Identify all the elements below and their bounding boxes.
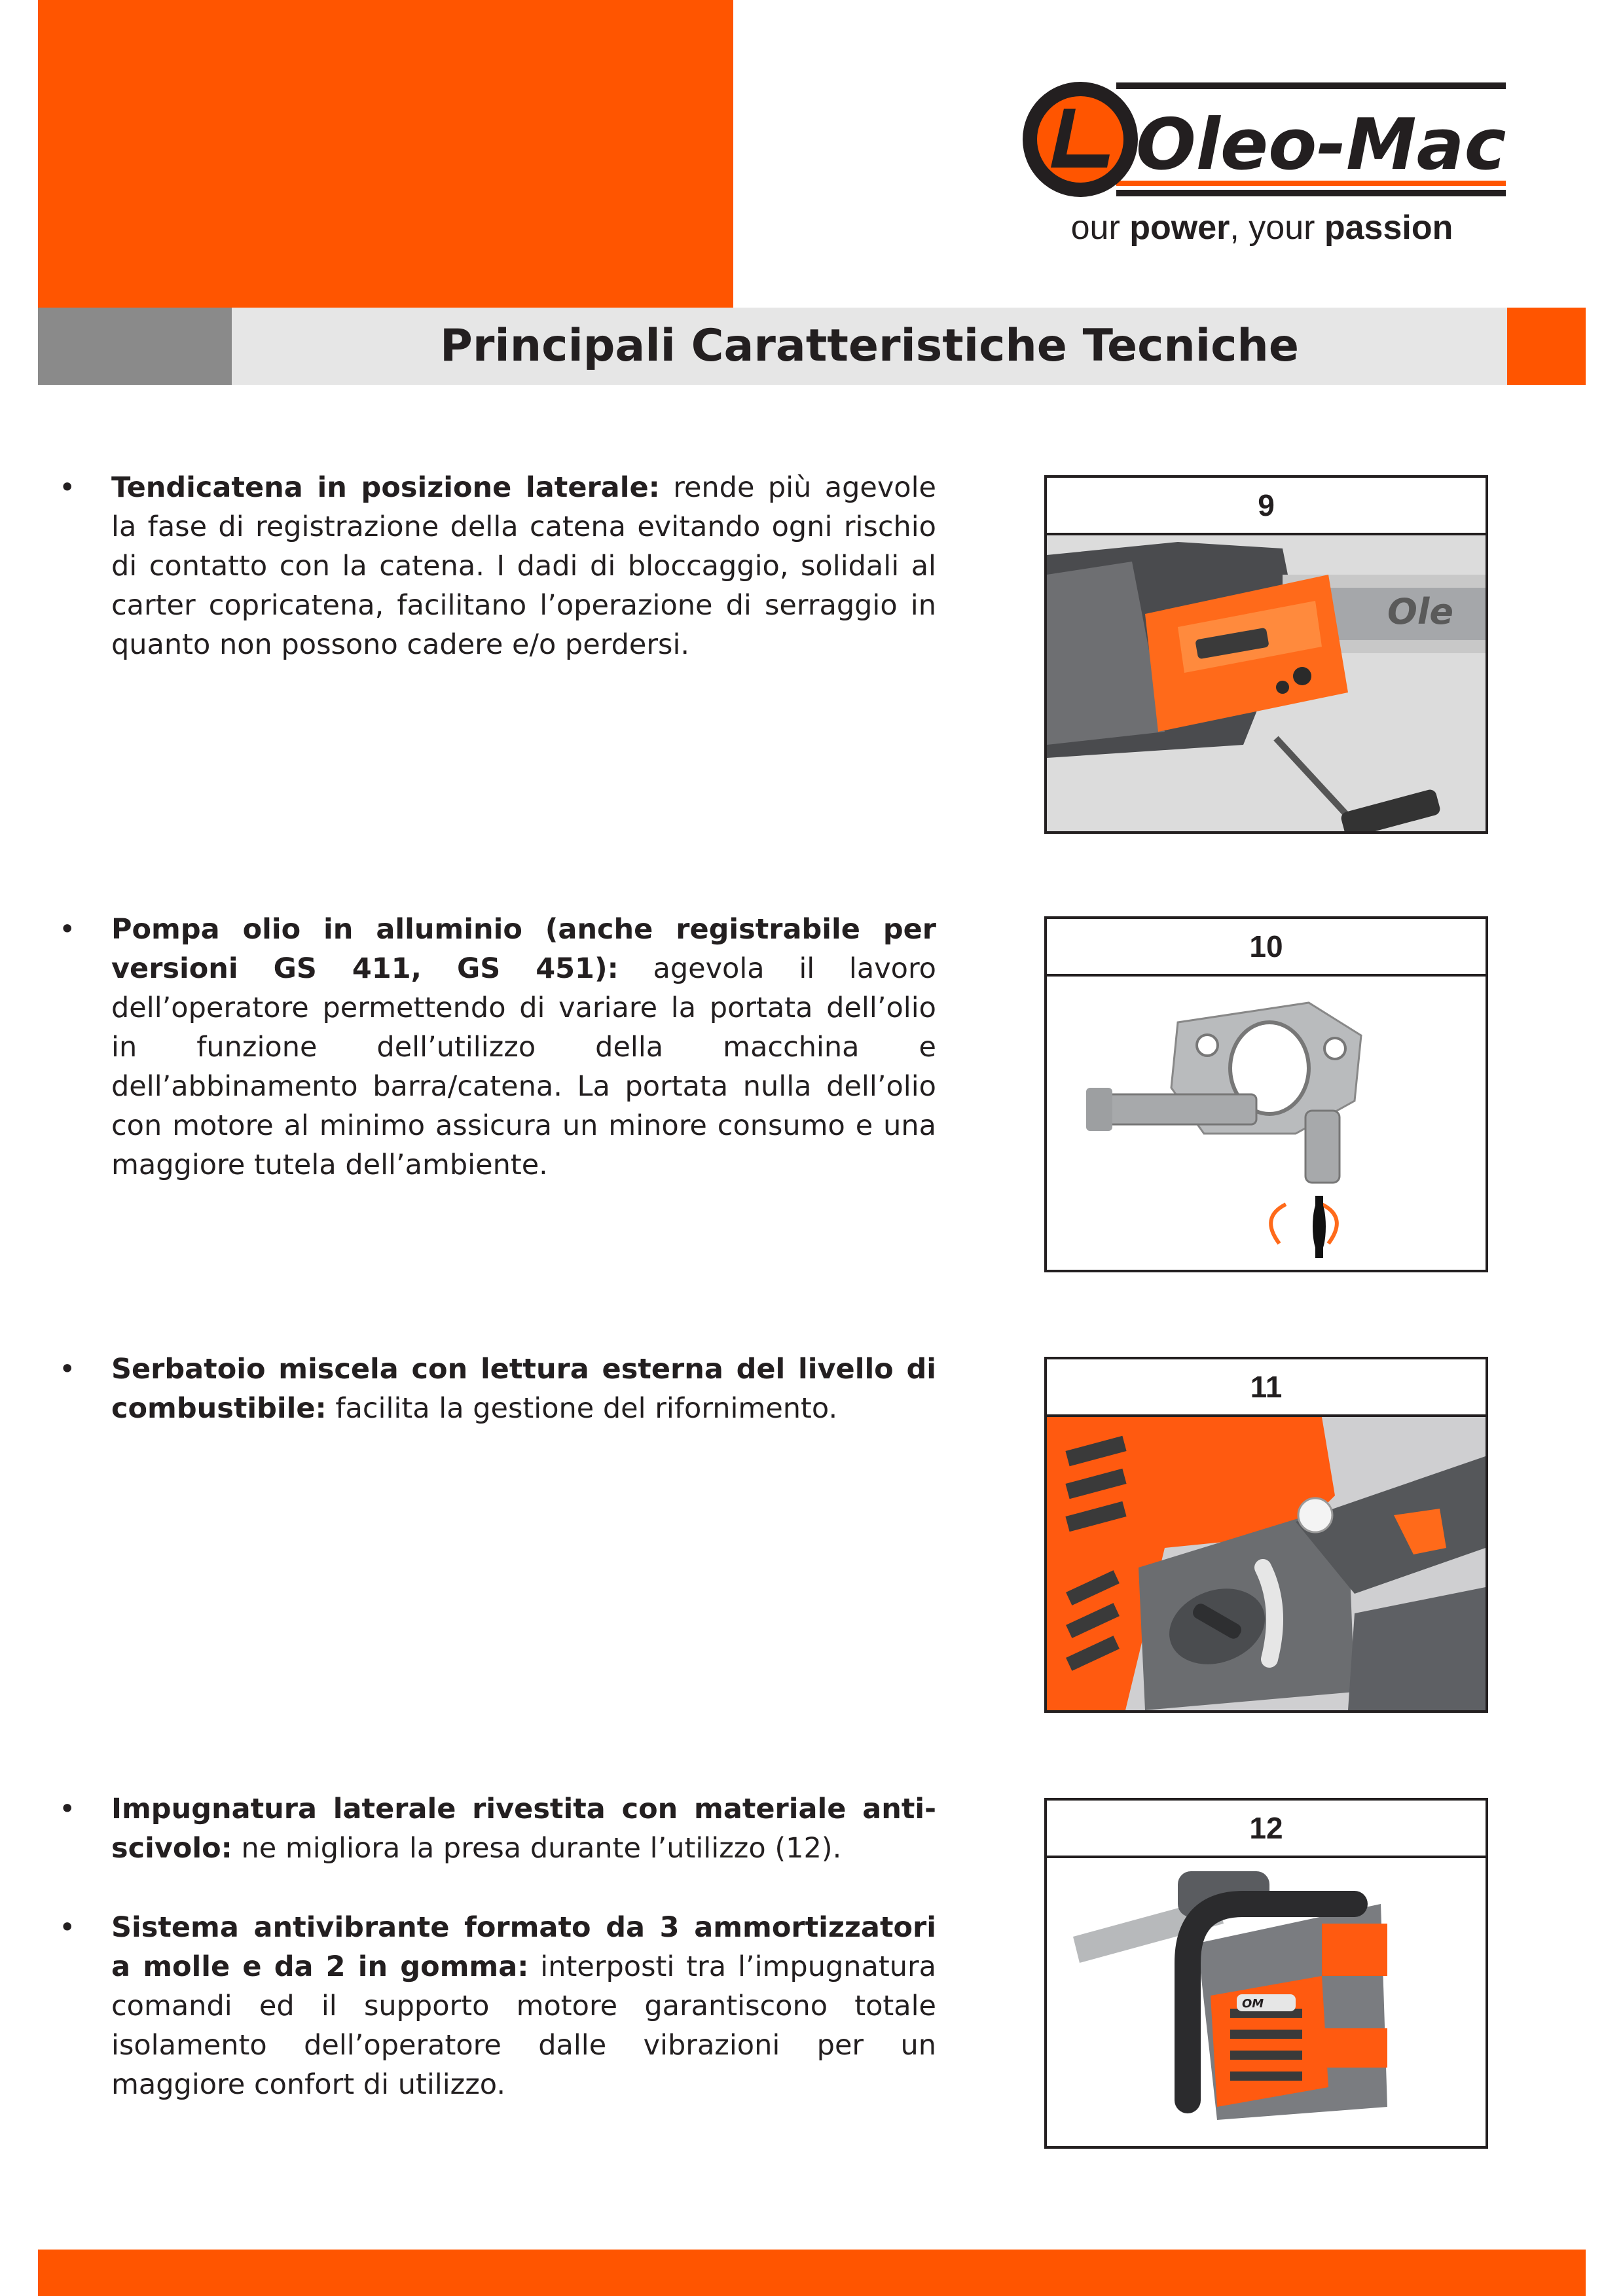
fuel-tank-image	[1047, 1417, 1486, 1710]
feature-item	[59, 1908, 936, 2104]
header-orange-block	[38, 0, 733, 308]
logo-text: Oleo-Mac	[1136, 104, 1506, 186]
feature-item	[59, 910, 936, 1185]
svg-text:OM: OM	[1242, 1997, 1264, 2011]
svg-text:Ole: Ole	[1387, 591, 1454, 632]
figure-12	[1044, 1798, 1488, 2149]
figure-9	[1044, 475, 1488, 834]
bullet-icon: •	[59, 1911, 76, 1944]
chain-tensioner-image	[1047, 535, 1486, 831]
title-bar-orange-block	[1507, 308, 1586, 385]
oil-pump-image	[1047, 977, 1486, 1270]
bullet-icon: •	[59, 913, 76, 946]
footer-orange-bar	[38, 2250, 1586, 2296]
oleo-mac-logo	[1018, 77, 1506, 202]
feature-item	[59, 1350, 936, 1428]
figure-number: 9	[1047, 478, 1486, 535]
feature-text: Serbatoio miscela con lettura esterna del livello di combustibile: facilita la gestione del rifornimento.	[111, 1353, 936, 1425]
feature-text: Tendicatena in posizione laterale: rende più agevole la fase di registrazione della catena evitando ogni rischio di contatto con la catena. I dadi di bloccaggio, solidali al carter copricatena, facilitano l’operazione di serraggio in quanto non possono cadere e/o perdersi.	[111, 471, 936, 661]
feature-text: Sistema antivibrante formato da 3 ammortizzatori a molle e da 2 in gomma: interposti tra l’impugnatura comandi ed il supporto motore garantiscono totale isolamento dell’operatore dalle vibrazioni per un maggiore confort di utilizzo.	[111, 1911, 936, 2101]
feature-item	[59, 1789, 936, 1868]
figure-number: 11	[1047, 1359, 1486, 1417]
feature-item	[59, 468, 936, 664]
bullet-icon: •	[59, 1353, 76, 1386]
title-bar-gray-block	[38, 308, 232, 385]
figure-10	[1044, 916, 1488, 1272]
page-title: Principali Caratteristiche Tecniche	[440, 320, 1299, 372]
figure-number: 10	[1047, 919, 1486, 977]
feature-text: Pompa olio in alluminio (anche registrabile per versioni GS 411, GS 451): agevola il lavoro dell’operatore permettendo di variare la portata dell’olio in funzione dell’utilizzo della macchina e dell’abbinamento barra/catena. La portata nulla dell’olio con motore al minimo assicura un minore consumo e una maggiore tutela dell’ambiente.	[111, 913, 936, 1181]
side-handle-image	[1047, 1858, 1486, 2146]
feature-text: Impugnatura laterale rivestita con materiale anti-scivolo: ne migliora la presa durante l’utilizzo (12).	[111, 1793, 936, 1865]
bullet-icon: •	[59, 471, 76, 504]
figure-number: 12	[1047, 1801, 1486, 1858]
figure-11	[1044, 1357, 1488, 1713]
tagline: our power, your passion	[1070, 209, 1453, 247]
bullet-icon: •	[59, 1793, 76, 1825]
